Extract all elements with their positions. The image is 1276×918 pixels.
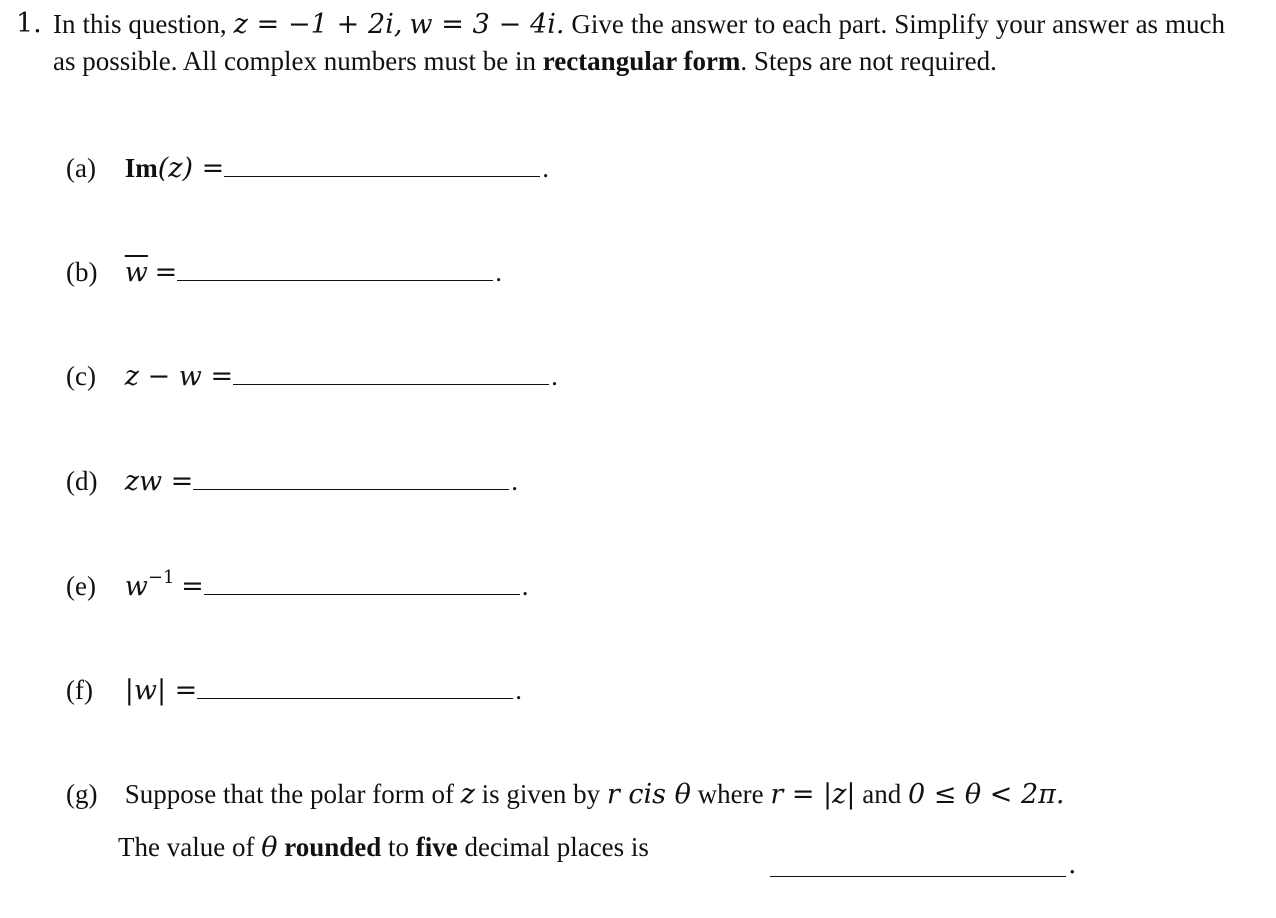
part-e-exponent: −1 [147, 567, 175, 588]
part-b-label: (b) [66, 257, 98, 287]
part-c-expr: z − w = [124, 361, 234, 392]
part-c-period: . [551, 361, 558, 391]
part-g-text-4: and [862, 779, 902, 809]
part-a-period: . [542, 153, 549, 183]
part-g-rounded: rounded [284, 832, 382, 862]
answer-blank-e[interactable] [204, 572, 520, 595]
prompt-steps-note: . Steps are not required. [740, 46, 997, 76]
answer-blank-c[interactable] [233, 362, 549, 385]
part-b-eq: = [154, 257, 178, 288]
part-g-text-3: where [697, 779, 764, 809]
part-f-expr: |w| = [124, 675, 198, 706]
part-e-eq: = [181, 571, 204, 602]
part-g-text-7: decimal places is [464, 832, 649, 862]
rectangular-form-term: rectangular form [542, 46, 741, 76]
prompt-instructions: Give the answer to each part. Simplify your answer as much as possible. All complex numbers must be in [53, 9, 1225, 76]
part-a-expr: (z) = [157, 153, 225, 184]
question-prompt [53, 6, 1225, 79]
answer-blank-d[interactable] [193, 467, 509, 490]
part-g-line2 [118, 827, 649, 868]
part-b-wbar: $\overline{w}$ [124, 257, 148, 288]
part-g-period: . [1068, 849, 1077, 880]
answer-blank-f[interactable] [197, 676, 513, 699]
part-g-range: 0 ≤ θ < 2π. [907, 779, 1065, 810]
part-g-text-6: to [388, 832, 410, 862]
part-b [66, 252, 502, 292]
part-g-label: (g) [66, 779, 98, 809]
part-g-r: r = |z| [770, 779, 856, 810]
part-a [66, 148, 549, 188]
z-definition: z = −1 + 2i, [233, 9, 403, 40]
part-d [66, 461, 518, 501]
answer-blank-a[interactable] [224, 154, 540, 177]
part-g-text-5: The value of [118, 832, 255, 862]
part-c [66, 356, 558, 396]
part-c-label: (c) [66, 361, 96, 391]
part-a-label: (a) [66, 153, 96, 183]
prompt-intro: In this question, [53, 9, 227, 39]
part-e [66, 566, 529, 606]
part-f-label: (f) [66, 675, 93, 705]
question-number: 1. [16, 8, 42, 39]
part-d-label: (d) [66, 466, 98, 496]
part-a-im: Im [124, 153, 158, 183]
w-definition: w = 3 − 4i. [409, 9, 565, 40]
part-g-z: z [460, 779, 475, 810]
part-g-line1 [66, 774, 1064, 815]
part-f-period: . [515, 675, 523, 705]
part-e-period: . [521, 571, 529, 601]
part-g-text-1: Suppose that the polar form of [124, 779, 454, 809]
part-g-cis: r cis θ [606, 779, 691, 810]
answer-blank-g[interactable] [770, 856, 1066, 877]
part-d-expr: zw = [124, 466, 194, 497]
part-e-expr: w [124, 571, 148, 602]
part-g-text-2: is given by [481, 779, 601, 809]
part-g-theta: θ [261, 832, 278, 863]
part-d-period: . [511, 466, 519, 496]
part-e-label: (e) [66, 571, 96, 601]
part-f [66, 670, 522, 710]
answer-blank-b[interactable] [177, 258, 493, 281]
part-g-five: five [415, 832, 458, 862]
part-b-period: . [495, 257, 502, 287]
